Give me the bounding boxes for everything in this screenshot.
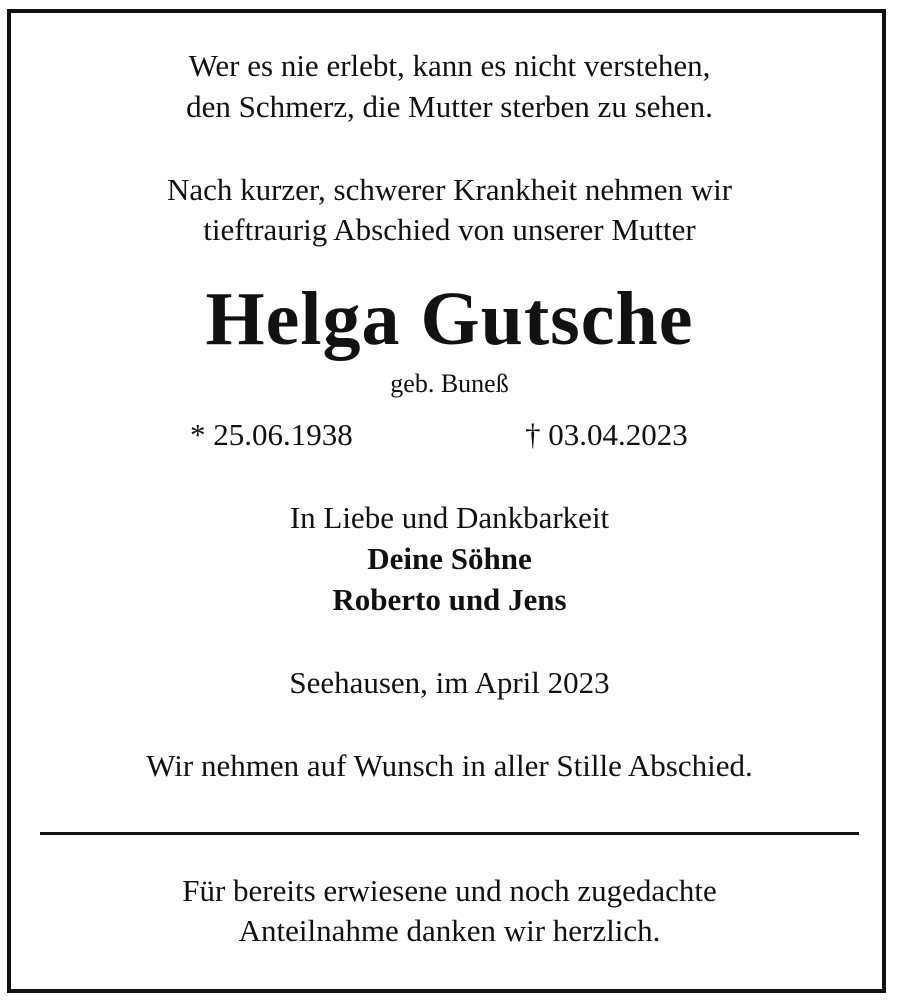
- dedication: In Liebe und Dankbarkeit: [289, 500, 610, 535]
- birth-date: * 25.06.1938: [190, 417, 353, 452]
- divider: [40, 832, 859, 835]
- poem-line-1: Wer es nie erlebt, kann es nicht verstehen,: [188, 48, 711, 83]
- family-line-2: Roberto und Jens: [332, 582, 567, 617]
- thanks-line-2: Anteilnahme danken wir herzlich.: [238, 913, 661, 948]
- thanks-line-1: Für bereits erwiesene und noch zugedachte: [182, 873, 717, 908]
- intro-line-1: Nach kurzer, schwerer Krankheit nehmen wir: [166, 172, 733, 207]
- maiden-name: geb. Buneß: [390, 369, 509, 398]
- poem-line-2: den Schmerz, die Mutter sterben zu sehen.: [186, 89, 713, 124]
- place-date: Seehausen, im April 2023: [289, 665, 610, 700]
- deceased-name: Helga Gutsche: [205, 277, 694, 361]
- family-line-1: Deine Söhne: [367, 541, 532, 576]
- intro-line-2: tieftraurig Abschied von unserer Mutter: [203, 212, 696, 247]
- death-date: † 03.04.2023: [525, 417, 688, 452]
- quiet-farewell-note: Wir nehmen auf Wunsch in aller Stille Abschied.: [146, 748, 753, 783]
